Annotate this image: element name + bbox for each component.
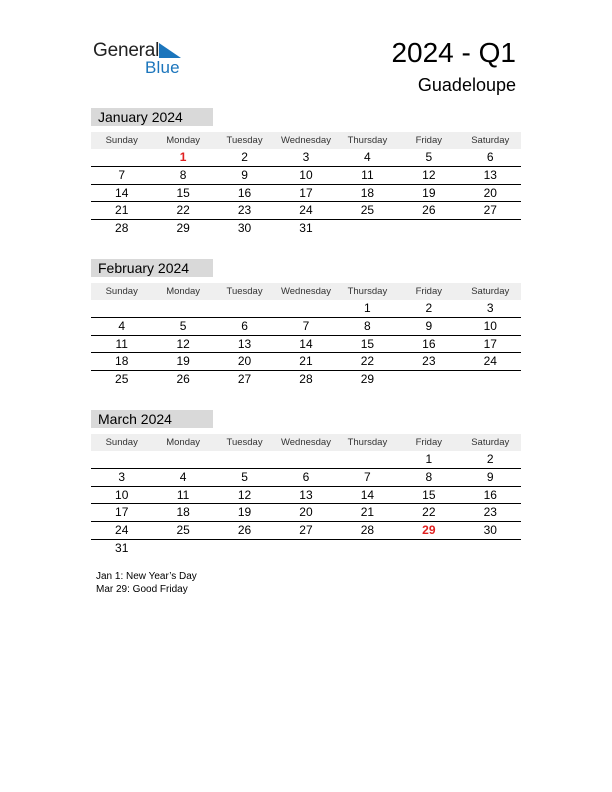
day-cell: 31	[115, 540, 129, 555]
day-cell: 15	[422, 487, 436, 502]
day-cell: 23	[237, 203, 252, 218]
day-cell: 2	[486, 452, 494, 466]
day-cell: 7	[364, 469, 371, 484]
weekday-label: Tuesday	[226, 437, 263, 448]
logo	[93, 40, 193, 80]
day-cell	[337, 451, 398, 468]
holiday-notes	[96, 570, 197, 596]
month-january	[91, 108, 521, 237]
day-cell: 21	[360, 505, 375, 520]
day-cell: 20	[237, 354, 252, 369]
day-cell	[214, 451, 275, 468]
day-cell: 28	[115, 221, 129, 236]
weekday-label: Friday	[415, 135, 443, 146]
month-march	[91, 410, 521, 557]
week-row	[91, 202, 521, 220]
day-cell	[398, 220, 459, 237]
day-cell: 29	[360, 372, 375, 387]
day-cell	[460, 371, 521, 388]
day-cell	[214, 540, 275, 557]
day-cell	[91, 149, 152, 166]
day-cell	[337, 220, 398, 237]
weekday-label: Sunday	[105, 135, 138, 146]
day-cell: 19	[237, 505, 252, 520]
day-cell: 13	[483, 167, 497, 182]
day-cell: 17	[115, 505, 129, 520]
day-cell: 26	[237, 523, 252, 538]
week-row	[91, 487, 521, 505]
day-cell: 9	[486, 469, 494, 484]
day-cell: 2	[241, 150, 248, 164]
weekday-label: Thursday	[347, 437, 388, 448]
day-cell	[152, 300, 213, 317]
day-cell	[91, 300, 152, 317]
week-row	[91, 469, 521, 487]
weekday-label: Wednesday	[280, 437, 331, 448]
day-cell: 24	[483, 354, 497, 369]
day-cell: 5	[425, 150, 433, 164]
month-name: February 2024	[91, 259, 213, 277]
week-row	[91, 353, 521, 371]
day-cell: 22	[422, 505, 436, 520]
day-cell: 3	[118, 469, 126, 484]
day-cell: 8	[364, 318, 371, 333]
day-cell: 2	[425, 301, 433, 315]
weekday-header	[91, 283, 521, 300]
day-cell: 13	[237, 336, 252, 351]
day-cell: 14	[115, 185, 129, 200]
day-cell: 25	[115, 372, 129, 387]
day-cell: 8	[179, 167, 187, 182]
day-cell	[91, 451, 152, 468]
weekday-label: Wednesday	[280, 286, 331, 297]
day-cell: 31	[299, 221, 313, 236]
week-row	[91, 451, 521, 469]
weekday-label: Monday	[166, 437, 201, 448]
weekday-header	[91, 132, 521, 149]
day-cell: 19	[176, 354, 190, 369]
day-cell: 20	[483, 185, 497, 200]
day-cell: 4	[364, 150, 371, 164]
day-cell: 23	[422, 354, 436, 369]
day-cell: 3	[302, 150, 310, 164]
day-cell: 17	[483, 336, 497, 351]
day-cell	[398, 371, 459, 388]
day-cell: 6	[486, 150, 494, 164]
month-february	[91, 259, 521, 388]
holiday-note: Mar 29: Good Friday	[96, 584, 188, 595]
weekday-label: Monday	[166, 135, 201, 146]
day-cell: 7	[302, 318, 310, 333]
week-row	[91, 522, 521, 540]
day-cell: 20	[299, 505, 313, 520]
holiday-note: Jan 1: New Year’s Day	[96, 571, 197, 582]
page-title: 2024 - Q1	[391, 37, 516, 68]
day-cell: 18	[360, 185, 375, 200]
week-row	[91, 371, 521, 388]
day-cell: 6	[241, 318, 248, 333]
day-cell: 4	[179, 469, 187, 484]
day-cell: 12	[422, 167, 436, 182]
day-cell: 25	[360, 203, 375, 218]
day-cell: 13	[299, 487, 313, 502]
weekday-label: Tuesday	[226, 135, 263, 146]
day-cell: 14	[360, 487, 375, 502]
day-cell	[398, 540, 459, 557]
day-cell: 27	[483, 203, 497, 218]
logo-blue-text: Blue	[145, 58, 180, 77]
day-cell: 21	[299, 354, 313, 369]
day-cell: 24	[115, 523, 129, 538]
weekday-label: Thursday	[347, 286, 388, 297]
weekday-header	[91, 434, 521, 451]
day-cell: 3	[486, 301, 494, 315]
weekday-label: Saturday	[471, 437, 510, 448]
day-cell	[275, 451, 336, 468]
week-row	[91, 540, 521, 557]
week-row	[91, 300, 521, 318]
day-cell: 1	[425, 452, 433, 466]
month-name: January 2024	[91, 108, 213, 126]
day-cell: 10	[483, 318, 497, 333]
week-row	[91, 149, 521, 167]
day-cell: 26	[422, 203, 436, 218]
day-cell: 30	[237, 221, 252, 236]
day-cell: 10	[115, 487, 129, 502]
day-cell: 27	[299, 523, 313, 538]
weekday-label: Sunday	[105, 286, 138, 297]
day-cell: 12	[176, 336, 190, 351]
week-row	[91, 336, 521, 354]
day-cell: 18	[115, 354, 129, 369]
weekday-label: Friday	[415, 437, 443, 448]
day-cell: 8	[425, 469, 433, 484]
day-cell: 19	[422, 185, 436, 200]
day-cell: 27	[237, 372, 252, 387]
weekday-label: Monday	[166, 286, 201, 297]
day-cell: 16	[483, 487, 497, 502]
day-cell	[214, 300, 275, 317]
weekday-label: Saturday	[471, 286, 510, 297]
day-cell: 16	[237, 185, 252, 200]
day-cell: 5	[241, 469, 248, 484]
week-row	[91, 220, 521, 237]
region-name: Guadeloupe	[417, 75, 516, 95]
day-cell: 11	[361, 167, 374, 182]
day-cell	[152, 451, 213, 468]
day-cell	[460, 220, 521, 237]
day-cell	[337, 540, 398, 557]
day-cell: 29	[176, 221, 190, 236]
day-cell	[460, 540, 521, 557]
day-cell: 9	[425, 318, 433, 333]
day-cell: 28	[299, 372, 313, 387]
day-cell: 15	[176, 185, 190, 200]
day-cell: 21	[115, 203, 129, 218]
day-cell: 17	[299, 185, 313, 200]
day-cell: 12	[237, 487, 252, 502]
day-cell: 24	[299, 203, 313, 218]
day-cell: 10	[299, 167, 313, 182]
day-cell: 22	[176, 203, 190, 218]
day-cell: 15	[360, 336, 375, 351]
day-cell: 25	[176, 523, 190, 538]
weekday-label: Tuesday	[226, 286, 263, 297]
day-cell: 6	[302, 469, 310, 484]
day-cell: 1	[179, 150, 187, 164]
day-cell: 22	[360, 354, 375, 369]
day-cell: 23	[483, 505, 497, 520]
weekday-label: Sunday	[105, 437, 138, 448]
day-cell: 9	[241, 167, 248, 182]
day-cell: 11	[115, 336, 128, 351]
week-row	[91, 318, 521, 336]
day-cell	[275, 300, 336, 317]
weekday-label: Saturday	[471, 135, 510, 146]
day-cell: 16	[422, 336, 436, 351]
day-cell: 7	[118, 167, 126, 182]
day-cell: 11	[176, 487, 190, 502]
day-cell: 4	[118, 318, 126, 333]
weekday-label: Friday	[415, 286, 443, 297]
day-cell: 5	[179, 318, 187, 333]
day-cell: 14	[299, 336, 313, 351]
weekday-label: Thursday	[347, 135, 388, 146]
week-row	[91, 185, 521, 203]
day-cell: 26	[176, 372, 190, 387]
weekday-label: Wednesday	[280, 135, 331, 146]
day-cell: 18	[176, 505, 190, 520]
day-cell: 30	[483, 523, 497, 538]
day-cell: 1	[364, 301, 371, 315]
week-row	[91, 167, 521, 185]
day-cell	[275, 540, 336, 557]
day-cell: 28	[360, 523, 375, 538]
day-cell	[152, 540, 213, 557]
week-row	[91, 504, 521, 522]
day-cell: 29	[422, 523, 436, 538]
month-name: March 2024	[91, 410, 213, 428]
logo-general-text: General	[93, 40, 160, 61]
